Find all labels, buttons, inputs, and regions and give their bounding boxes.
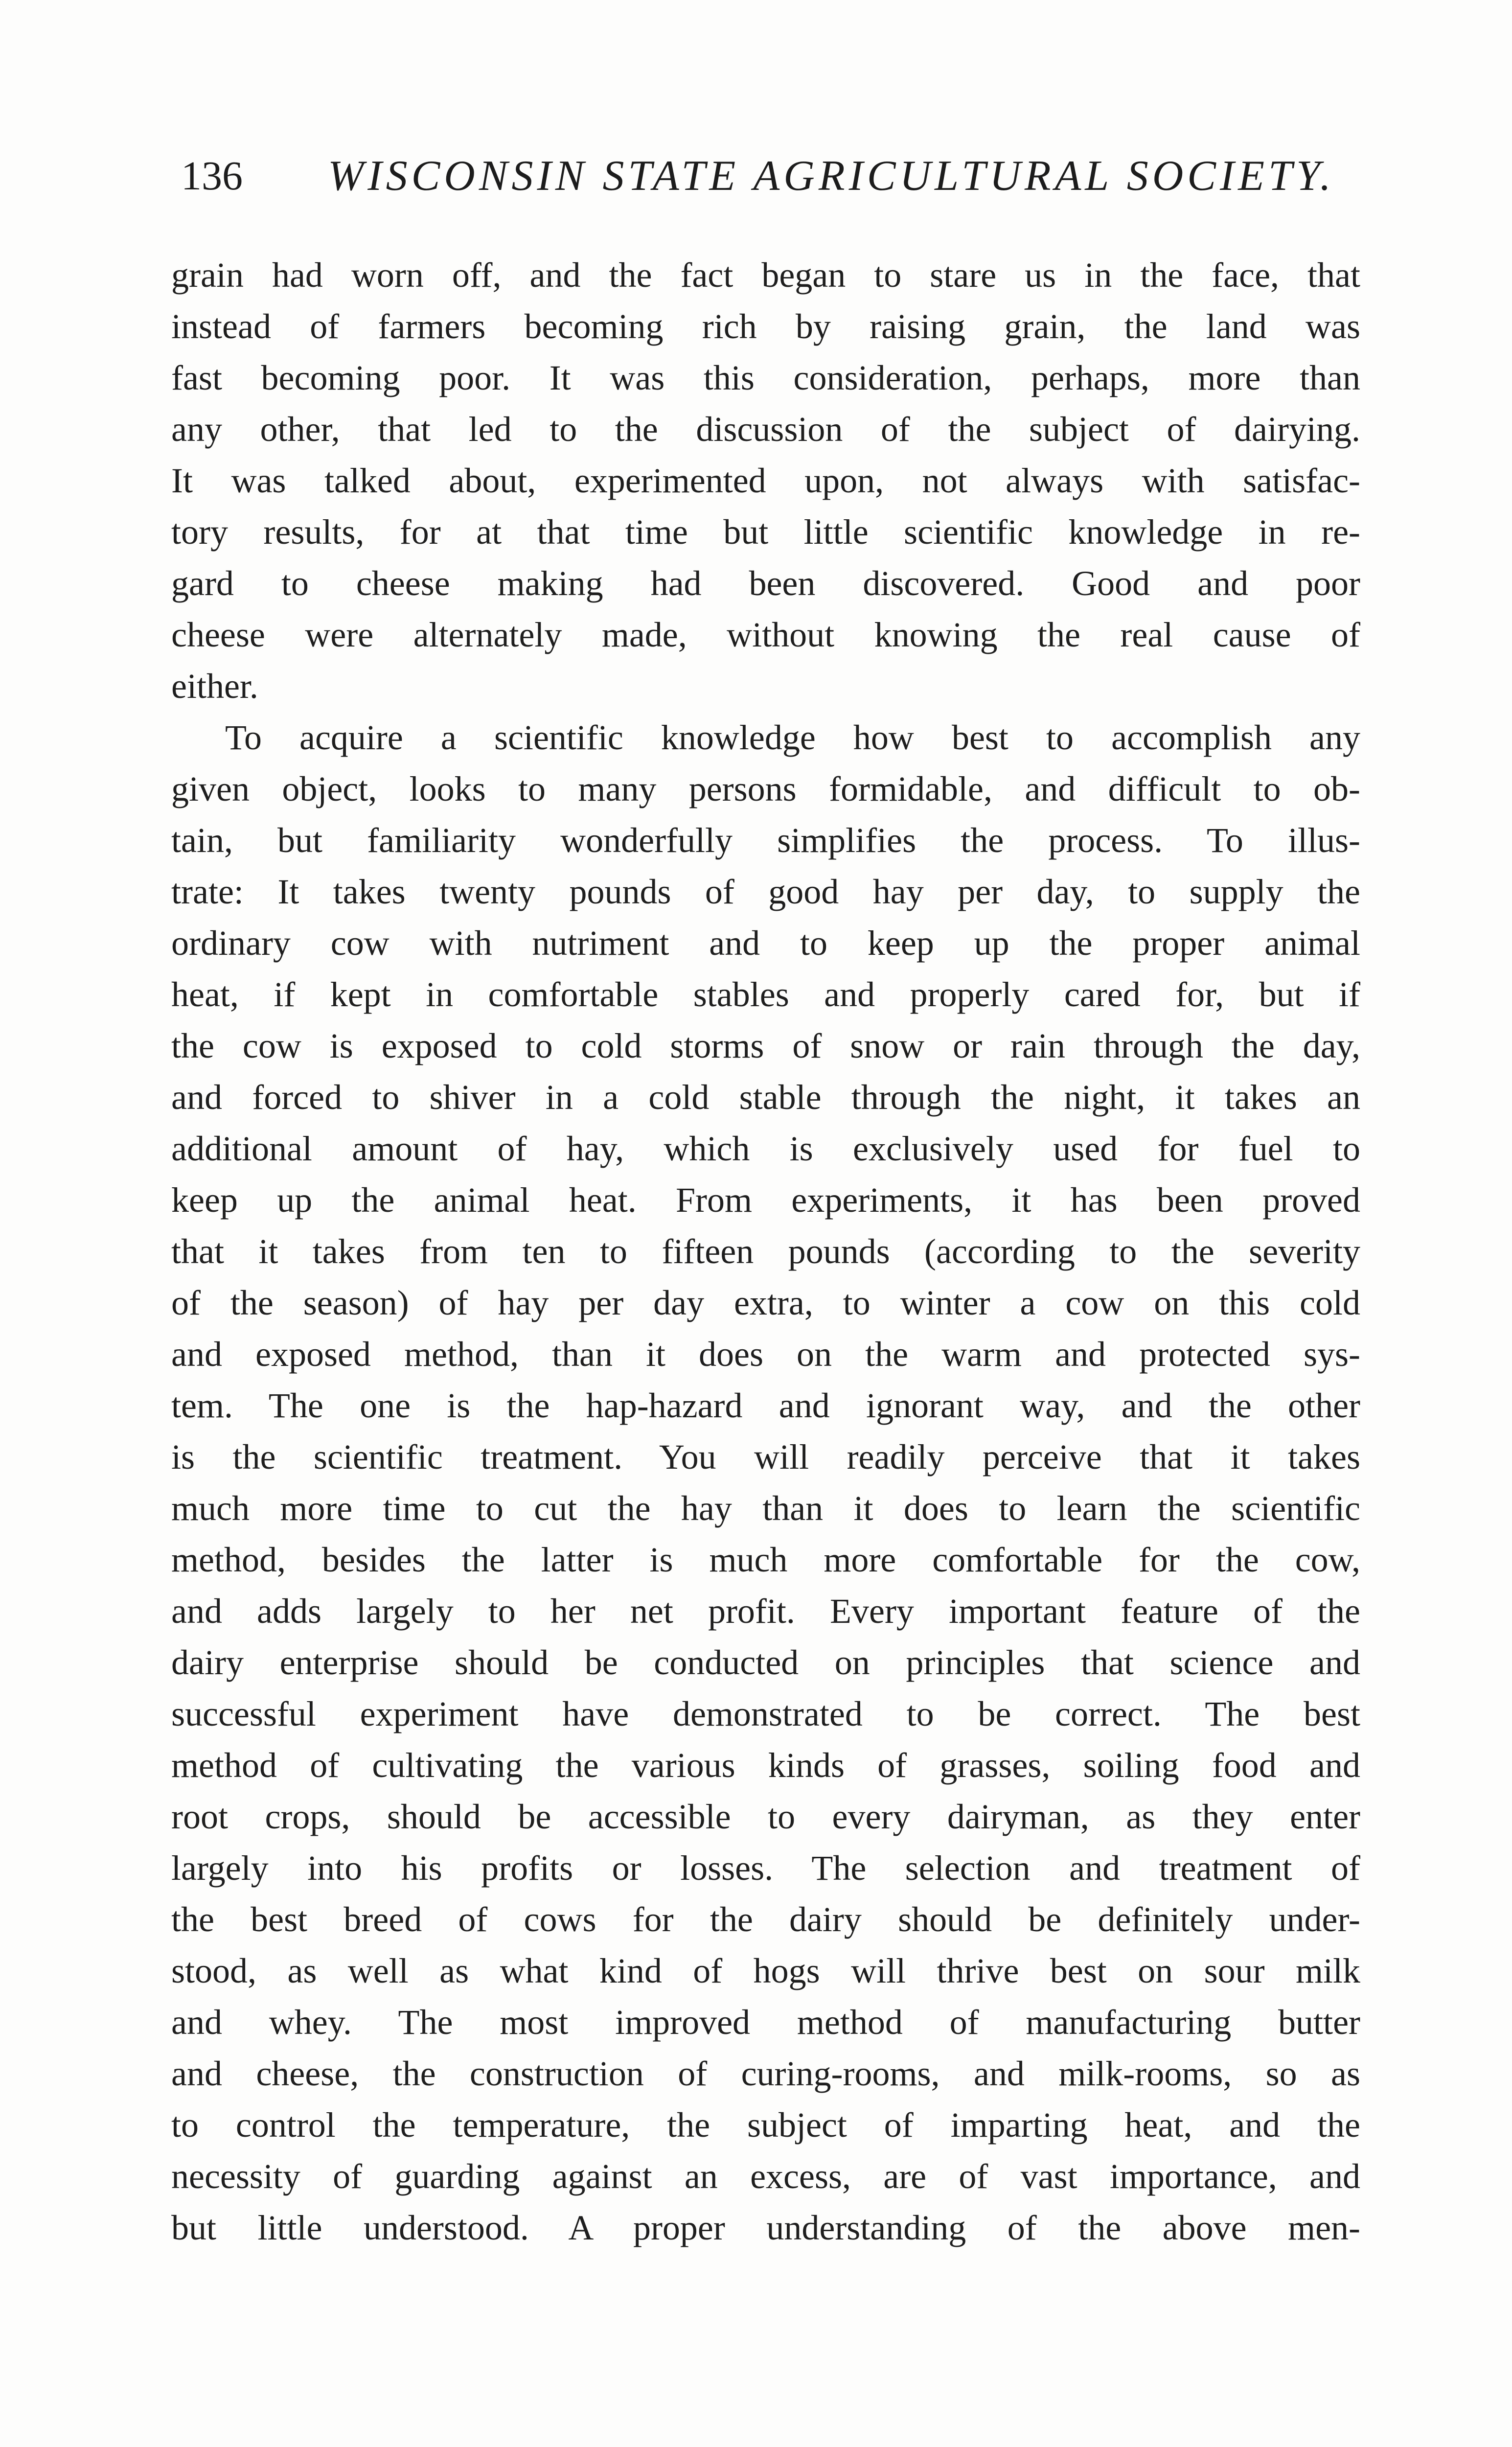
- text-line: largely into his profits or losses. The selection and treatment of: [171, 1848, 1360, 1888]
- text-line: necessity of guarding against an excess, are of vast importance, and: [171, 2157, 1360, 2196]
- text-line: trate: It takes twenty pounds of good hay per day, to supply the: [171, 872, 1360, 911]
- text-line: ordinary cow with nutriment and to keep up the proper animal: [171, 923, 1360, 963]
- paragraph-1: [171, 250, 1360, 712]
- text-line: and forced to shiver in a cold stable through the night, it takes an: [171, 1078, 1360, 1117]
- text-line: and whey. The most improved method of manufacturing butter: [171, 2003, 1360, 2042]
- text-line: heat, if kept in comfortable stables and properly cared for, but if: [171, 975, 1360, 1014]
- text-line: method, besides the latter is much more comfortable for the cow,: [171, 1540, 1360, 1579]
- text-line: To acquire a scientific knowledge how best to accomplish any: [225, 718, 1360, 757]
- text-line: but little understood. A proper understanding of the above men-: [171, 2208, 1360, 2247]
- text-line: either.: [171, 667, 258, 706]
- text-line: much more time to cut the hay than it does to learn the scientific: [171, 1489, 1360, 1528]
- text-line: fast becoming poor. It was this consideration, perhaps, more than: [171, 358, 1360, 397]
- text-line: given object, looks to many persons formidable, and difficult to ob-: [171, 769, 1360, 808]
- text-line: and cheese, the construction of curing-rooms, and milk-rooms, so as: [171, 2054, 1360, 2093]
- text-line: of the season) of hay per day extra, to winter a cow on this cold: [171, 1283, 1360, 1322]
- text-line: the cow is exposed to cold storms of snow or rain through the day,: [171, 1026, 1360, 1065]
- text-line: and adds largely to her net profit. Every important feature of the: [171, 1592, 1360, 1631]
- text-line: the best breed of cows for the dairy should be definitely under-: [171, 1900, 1360, 1939]
- text-line: instead of farmers becoming rich by raising grain, the land was: [171, 307, 1360, 346]
- text-line: tain, but familiarity wonderfully simplifies the process. To illus-: [171, 821, 1360, 860]
- paragraph-2: [171, 712, 1360, 2254]
- running-title: WISCONSIN STATE AGRICULTURAL SOCIETY.: [328, 152, 1335, 200]
- text-line: grain had worn off, and the fact began to stare us in the face, that: [171, 255, 1360, 295]
- text-line: additional amount of hay, which is exclusively used for fuel to: [171, 1129, 1360, 1168]
- text-line: successful experiment have demonstrated to be correct. The best: [171, 1694, 1360, 1733]
- text-line: It was talked about, experimented upon, not always with satisfac-: [171, 461, 1360, 500]
- text-line: tory results, for at that time but little scientific knowledge in re-: [171, 512, 1360, 552]
- text-line: and exposed method, than it does on the warm and protected sys-: [171, 1335, 1360, 1374]
- body-text: [171, 250, 1360, 2254]
- text-line: any other, that led to the discussion of the subject of dairying.: [171, 410, 1360, 449]
- text-line: keep up the animal heat. From experiments, it has been proved: [171, 1180, 1360, 1220]
- text-line: dairy enterprise should be conducted on principles that science and: [171, 1643, 1360, 1682]
- text-line: is the scientific treatment. You will readily perceive that it takes: [171, 1437, 1360, 1477]
- text-line: that it takes from ten to fifteen pounds (according to the severity: [171, 1232, 1360, 1271]
- page-number: 136: [181, 153, 243, 199]
- text-line: stood, as well as what kind of hogs will thrive best on sour milk: [171, 1951, 1360, 1990]
- page-header: [181, 147, 1355, 215]
- text-line: cheese were alternately made, without knowing the real cause of: [171, 615, 1360, 654]
- text-line: to control the temperature, the subject of imparting heat, and the: [171, 2105, 1360, 2145]
- text-line: tem. The one is the hap-hazard and ignorant way, and the other: [171, 1386, 1360, 1425]
- text-line: root crops, should be accessible to every dairyman, as they enter: [171, 1797, 1360, 1836]
- text-line: method of cultivating the various kinds of grasses, soiling food and: [171, 1746, 1360, 1785]
- text-line: gard to cheese making had been discovered. Good and poor: [171, 564, 1360, 603]
